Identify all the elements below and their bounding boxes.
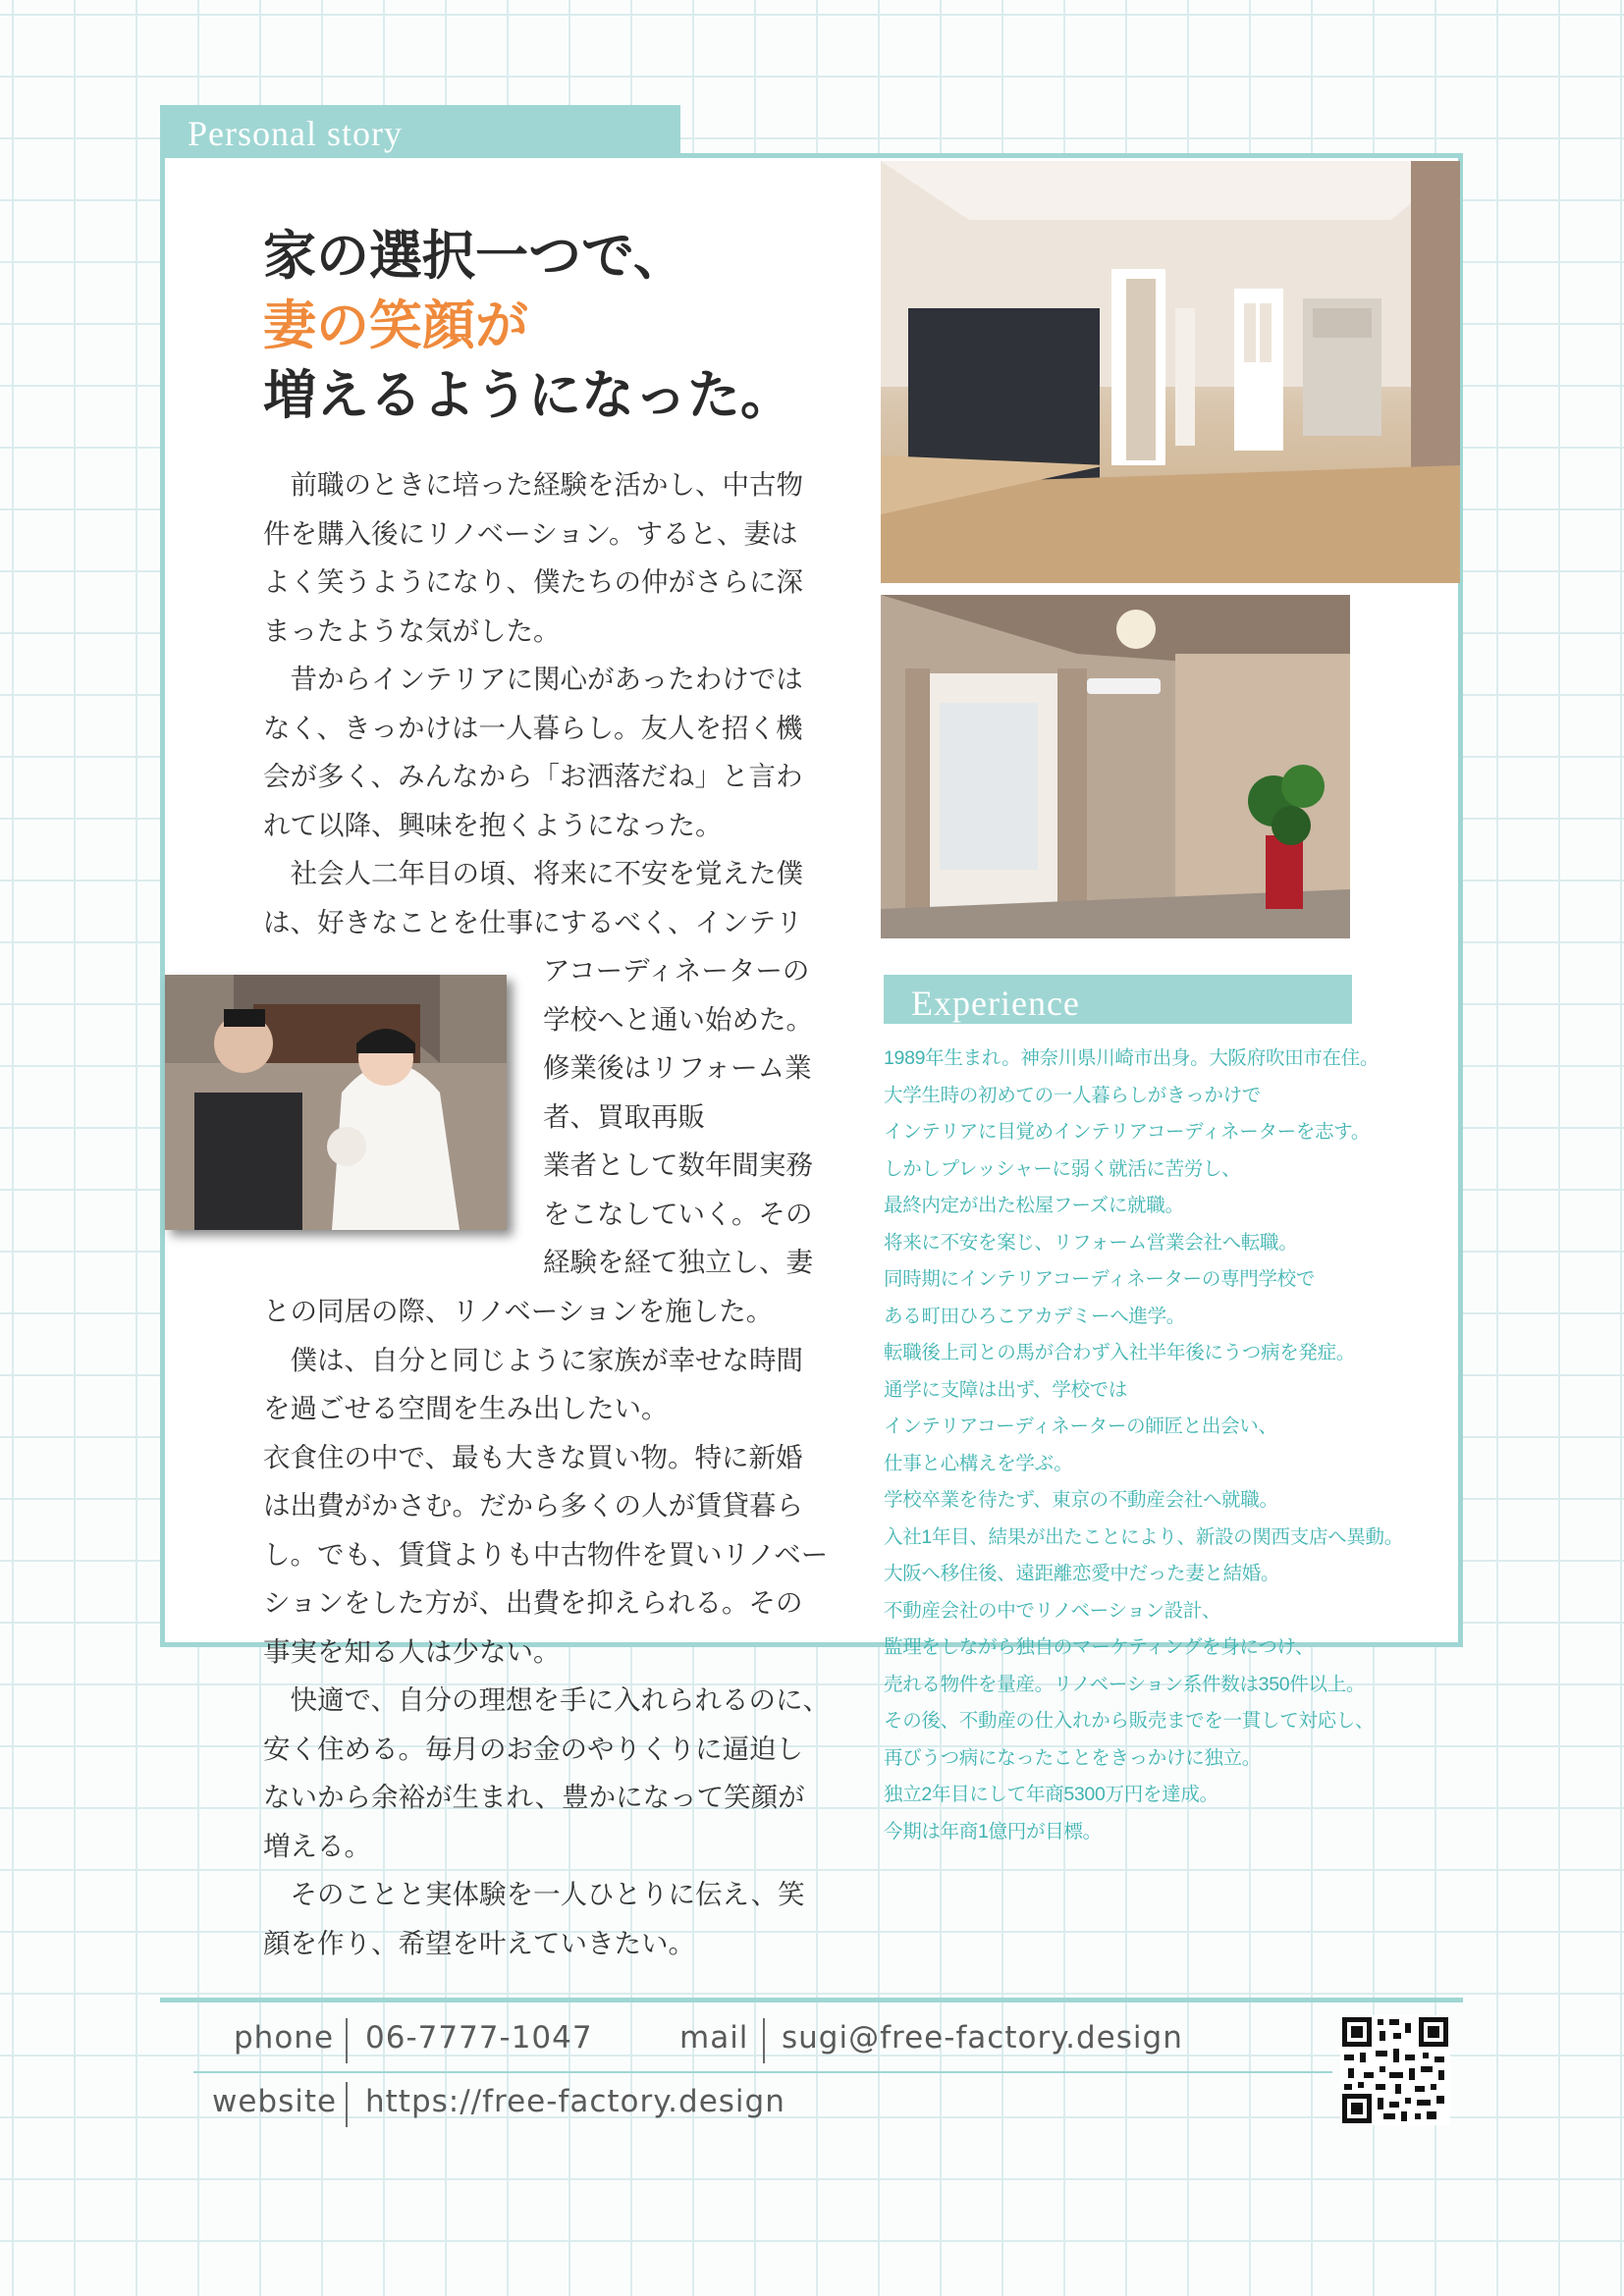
- experience-line: ある町田ひろこアカデミーへ進学。: [884, 1305, 1186, 1327]
- experience-line: 入社1年目、結果が出たことにより、新設の関西支店へ異動。: [884, 1525, 1403, 1548]
- experience-line: 大阪へ移住後、遠距離恋愛中だった妻と結婚。: [884, 1563, 1280, 1584]
- story-text-wrap: アコーディネーターの 学校へと通い始めた。 修業後はリフォーム業 者、買取再販 業者として数年間実務 をこなしていく。その 経験を経て独立し、妻: [543, 955, 813, 1278]
- wedding-photo: [165, 975, 507, 1230]
- website-label: website: [212, 2084, 338, 2119]
- mail-address[interactable]: sugi@free-factory.design: [782, 2020, 1183, 2056]
- experience-line: しかしプレッシャーに弱く就活に苦労し、: [884, 1157, 1241, 1180]
- experience-line: 同時期にインテリアコーディネーターの専門学校で: [884, 1268, 1316, 1290]
- experience-line: 将来に不安を案じ、リフォーム営業会社へ転職。: [884, 1231, 1298, 1254]
- headline-line-3: 増えるようになった。: [263, 363, 793, 426]
- bedroom-illustration: [881, 595, 1350, 938]
- website-url[interactable]: https://free-factory.design: [365, 2084, 785, 2119]
- experience-line: 学校卒業を待たず、東京の不動産会社へ就職。: [884, 1489, 1278, 1511]
- story-text-bottom: との同居の際、リノベーションを施した。 僕は、自分と同じように家族が幸せな時間 を過ごせる空間を生み出したい。 衣食住の中で、最も大きな買い物。特に新婚 は出費がかさむ。だから多くの人が賃貸暮ら し。でも、賃貸よりも中古物件を買いリノベー ションをした方が、出費を抑えられる。その 事実を知る人は少ない。 快適で、自分の理想を手に入れられるのに、 安く住める。毎月のお金のやりくりに逼迫し ないから余裕が生まれ、豊かになって笑顔が 増える。 そのことと実体験を一人ひとりに伝え、笑 顔を作り、希望を叶えていきたい。: [263, 1296, 830, 1959]
- experience-line: 最終内定が出た松屋フーズに就職。: [884, 1195, 1184, 1216]
- experience-line: 監理をしながら独自のマーケティングを身につけ、: [884, 1636, 1315, 1658]
- living-room-illustration: [881, 161, 1460, 583]
- website-divider: [346, 2082, 348, 2127]
- experience-line: 売れる物件を量産。リノベーション系件数は350件以上。: [884, 1673, 1366, 1695]
- experience-tab: [884, 975, 1352, 1024]
- phone-label: phone: [234, 2020, 335, 2056]
- mail-divider: [763, 2018, 765, 2063]
- contact-divider: [160, 1998, 1463, 2002]
- experience-line: 不動産会社の中でリノベーション設計、: [884, 1599, 1221, 1622]
- phone-number[interactable]: 06-7777-1047: [365, 2020, 593, 2056]
- living-room-photo: [881, 161, 1460, 583]
- contact-rule: [193, 2071, 1332, 2073]
- experience-line: 通学に支障は出ず、学校では: [884, 1378, 1128, 1401]
- experience-line: 独立2年目にして年商5300万円を達成。: [884, 1784, 1218, 1805]
- qr-code[interactable]: [1340, 2015, 1450, 2125]
- story-text-top: 前職のときに培った経験を活かし、中古物 件を購入後にリノベーション。すると、妻は よく笑うようになり、僕たちの仲がさらに深 まったような気がした。 昔からインテリアに関心があったわけでは なく、きっかけは一人暮らし。友人を招く機 会が多く、みんなから「お洒落だね」と言わ れて以降、興味を抱くようになった。 社会人二年目の頃、将来に不安を覚えた僕 は、好きなことを仕事にするべく、インテリ: [263, 469, 803, 938]
- experience-line: 大学生時の初めての一人暮らしがきっかけで: [884, 1084, 1262, 1106]
- experience-line: インテリアコーディネーターの師匠と出会い、: [884, 1415, 1277, 1437]
- experience-line: 再びうつ病になったことをきっかけに独立。: [884, 1746, 1262, 1769]
- headline: [263, 221, 793, 430]
- headline-line-2: 妻の笑顔が: [263, 294, 528, 356]
- mail-label: mail: [679, 2020, 749, 2056]
- experience-line: その後、不動産の仕入れから販売までを一貫して対応し、: [884, 1710, 1375, 1732]
- experience-tab-label: Experience: [911, 984, 1080, 1023]
- wedding-illustration: [165, 975, 507, 1230]
- experience-line: 今期は年商1億円が目標。: [884, 1820, 1102, 1842]
- personal-story-tab: [160, 105, 680, 154]
- experience-line: インテリアに目覚めインテリアコーディネーターを志す。: [884, 1121, 1371, 1143]
- personal-story-tab-label: Personal story: [188, 114, 403, 153]
- experience-line: 1989年生まれ。神奈川県川崎市出身。大阪府吹田市在住。: [884, 1047, 1380, 1069]
- headline-line-1: 家の選択一つで、: [263, 224, 686, 287]
- experience-line: 仕事と心構えを学ぶ。: [884, 1452, 1073, 1474]
- experience-line: 転職後上司との馬が合わず入社半年後にうつ病を発症。: [884, 1342, 1356, 1363]
- phone-divider: [346, 2018, 348, 2063]
- experience-list: [884, 1041, 1434, 1850]
- bedroom-photo: [881, 595, 1350, 938]
